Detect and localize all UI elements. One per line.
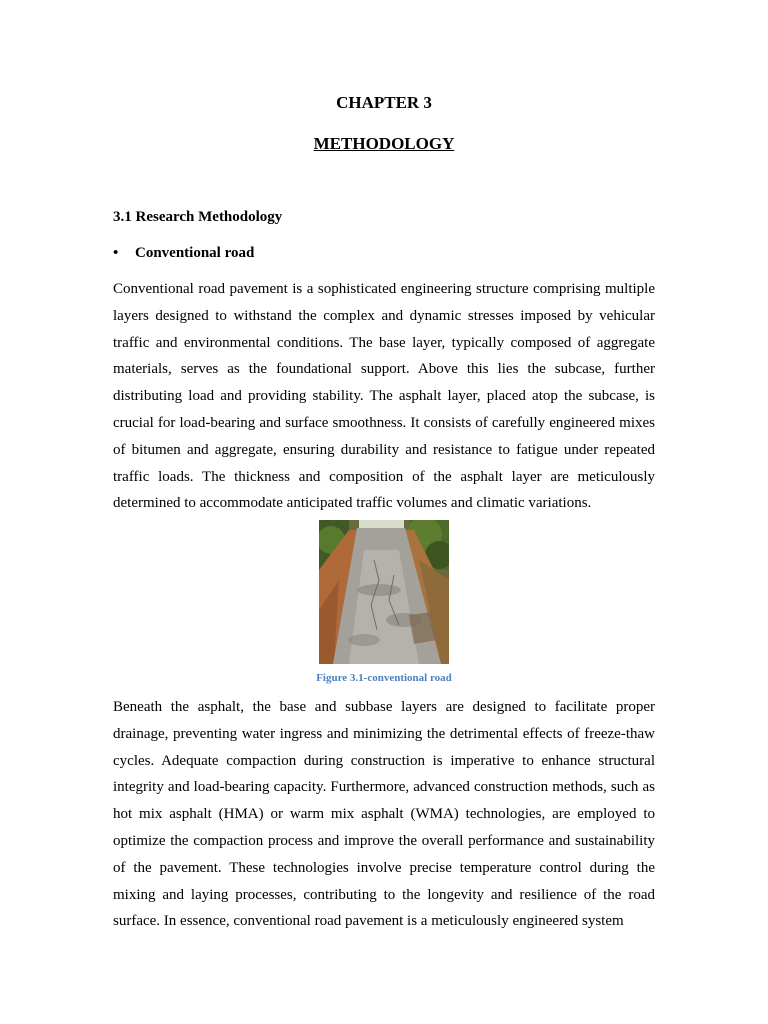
chapter-title — [113, 133, 655, 155]
paragraph-1: Conventional road pavement is a sophisticated engineering structure comprising multiple layers designed to withstand the complex and dynamic stresses imposed by vehicular traffic and environmental conditions. The base layer, typically composed of aggregate materials, serves as the foundational support. Above this lies the subcase, further distributing load and providing stability. The asphalt layer, placed atop the subcase, is crucial for load-bearing and surface smoothness. It consists of carefully engineered mixes of bitumen and aggregate, ensuring durability and resistance to fatigue under repeated traffic loads. The thickness and composition of the asphalt layer are meticulously determined to accommodate anticipated traffic volumes and climatic variations. — [113, 281, 655, 512]
figure-caption: Figure 3.1-conventional road — [316, 672, 452, 684]
bullet-icon: • — [113, 245, 119, 261]
bullet-item — [113, 243, 254, 263]
section-heading: 3.1 Research Methodology — [113, 209, 283, 225]
bullet-label: Conventional road — [135, 245, 255, 261]
chapter-heading: CHAPTER 3 — [336, 93, 432, 112]
paragraph-2: Beneath the asphalt, the base and subbase layers are designed to facilitate proper drainage, preventing water ingress and minimizing the detrimental effects of freeze-thaw cycles. Adequate compaction during construction is imperative to enhance structural integrity and load-bearing capacity. Furthermore, advanced construction methods, such as hot mix asphalt (HMA) or warm mix asphalt (WMA) technologies, are employed to optimize the compaction process and improve the overall performance and sustainability of the pavement. These technologies involve precise temperature control during the mixing and laying processes, contributing to the longevity and resilience of the road surface. In essence, conventional road pavement is a meticulously engineered system — [113, 699, 655, 930]
road-photo — [319, 520, 449, 664]
chapter-title-text: METHODOLOGY — [313, 134, 455, 153]
